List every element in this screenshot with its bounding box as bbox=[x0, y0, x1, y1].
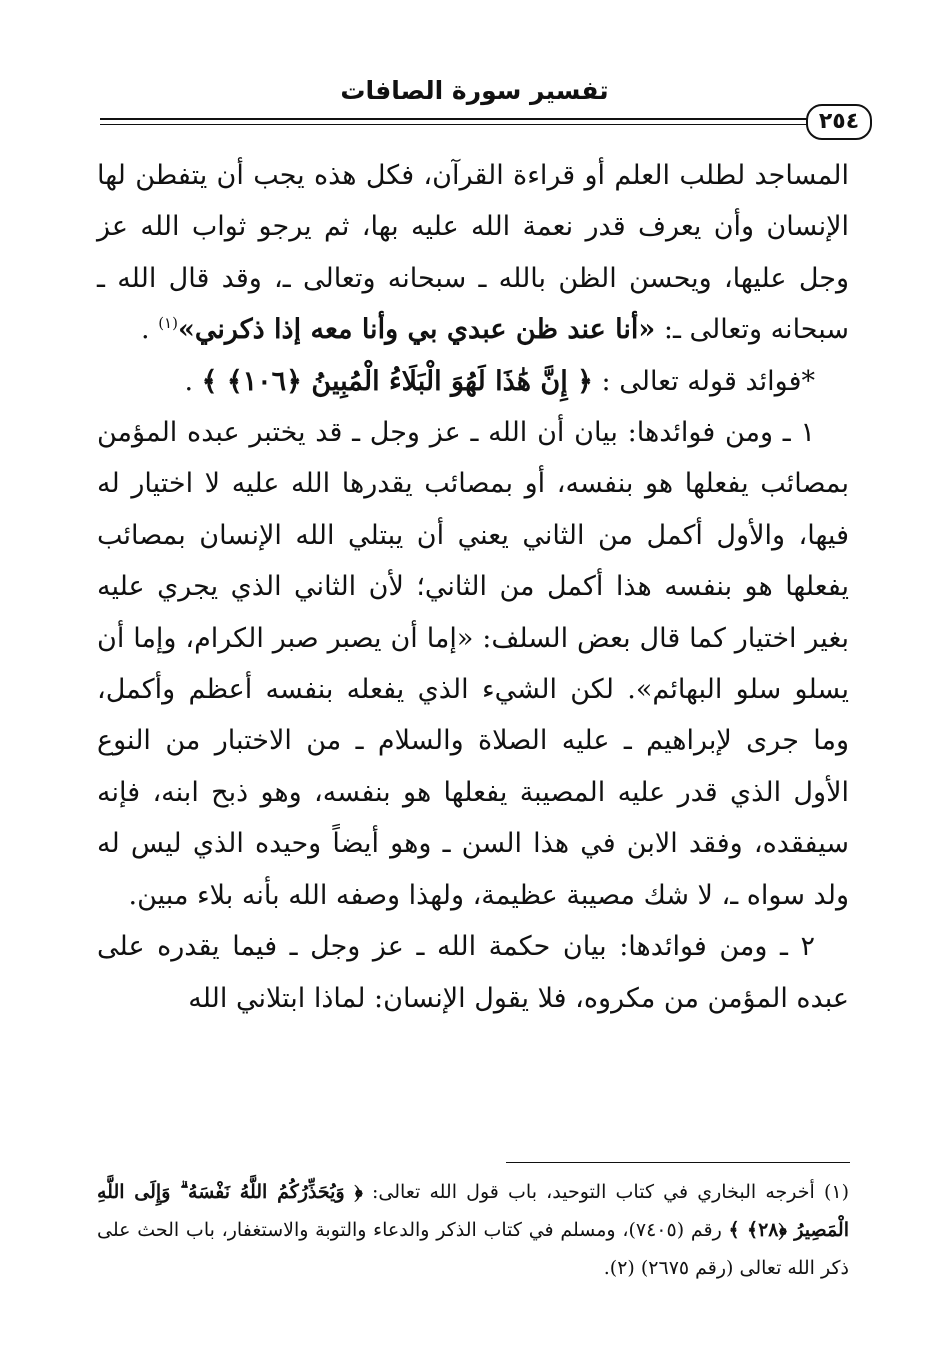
quran-verse: ﴿ إِنَّ هَٰذَا لَهُوَ الْبَلَاءُ الْمُبِينُ ﴿١٠٦﴾ ﴾ bbox=[201, 365, 593, 397]
footnote-ref[interactable]: (١) bbox=[158, 314, 178, 333]
paragraph-intro-text: المساجد لطلب العلم أو قراءة القرآن، فكل هذه يجب أن يتفطن لها الإنسان وأن يعرف قدر نعمة الله عليه بها، ثم يرجو ثواب الله عز وجل عليها، ويحسن الظن بالله ـ سبحانه وتعالى ـ، وقد قال الله ـ سبحانه وتعالى ـ: bbox=[97, 160, 849, 346]
paragraph-intro-end: . bbox=[141, 314, 159, 346]
benefit-1: ١ ـ ومن فوائدها: بيان أن الله ـ عز وجل ـ قد يختبر عبده المؤمن بمصائب يفعلها هو بنفسه، أو بمصائب يقدرها الله عليه لا اختيار له فيها، والأول أكمل من الثاني يعني أن يبتلي الله الإنسان بمصائب يفعلها هو بنفسه هذا أكمل من الثاني؛ لأن الثاني الذي يجري عليه بغير اختيار كما قال بعض السلف: «إما أن يصبر صبر الكرام، وإما أن يسلو سلو البهائم». لكن الشيء الذي يفعله بنفسه أعظم وأكمل، وما جرى لإبراهيم ـ عليه الصلاة والسلام ـ من الاختبار من النوع الأول الذي قدر عليه المصيبة يفعلها هو بنفسه، وهو ذبح ابنه، فإنه سيفقده، وفقد الابن في هذا السن ـ وهو أيضاً وحيده الذي ليس له ولد سواه ـ، لا شك مصيبة عظيمة، ولهذا وصفه الله بأنه بلاء مبين. bbox=[97, 417, 849, 911]
page-number: ٢٥٤ bbox=[806, 104, 872, 140]
benefits-heading bbox=[97, 356, 849, 407]
hadith-quote: «أنا عند ظن عبدي بي وأنا معه إذا ذكرني» bbox=[177, 314, 656, 346]
benefits-heading-end: . bbox=[184, 365, 202, 397]
header-rule-thick bbox=[100, 118, 809, 120]
footnote-rule bbox=[506, 1162, 850, 1163]
main-text bbox=[97, 150, 849, 1024]
footnote-1-verse: ﴿ وَيُحَذِّرُكُمُ اللَّهُ نَفْسَهُ ۗ وَإِلَى اللَّهِ الْمَصِيرُ ﴿٢٨﴾ ﴾ bbox=[97, 1181, 849, 1241]
benefit-2: ٢ ـ ومن فوائدها: بيان حكمة الله ـ عز وجل ـ فيما يقدره على عبده المؤمن من مكروه، فلا يقول الإنسان: لماذا ابتلاني الله bbox=[97, 931, 849, 1014]
benefits-heading-prefix: *فوائد قوله تعالى : bbox=[601, 365, 815, 397]
footnotes bbox=[97, 1173, 849, 1287]
running-title: تفسير سورة الصافات bbox=[340, 76, 609, 105]
footnote-1-prefix: (١) أخرجه البخاري في كتاب التوحيد، باب قول الله تعالى: bbox=[372, 1181, 850, 1203]
paragraph-intro bbox=[97, 150, 849, 356]
footnote-1 bbox=[97, 1173, 849, 1287]
header-rule-thin bbox=[100, 124, 809, 125]
footnote-1-rest: رقم (٧٤٠٥)، ومسلم في كتاب الذكر والدعاء والتوبة والاستغفار، باب الحث على ذكر الله تعالى (رقم ٢٦٧٥) (٢). bbox=[97, 1219, 849, 1279]
